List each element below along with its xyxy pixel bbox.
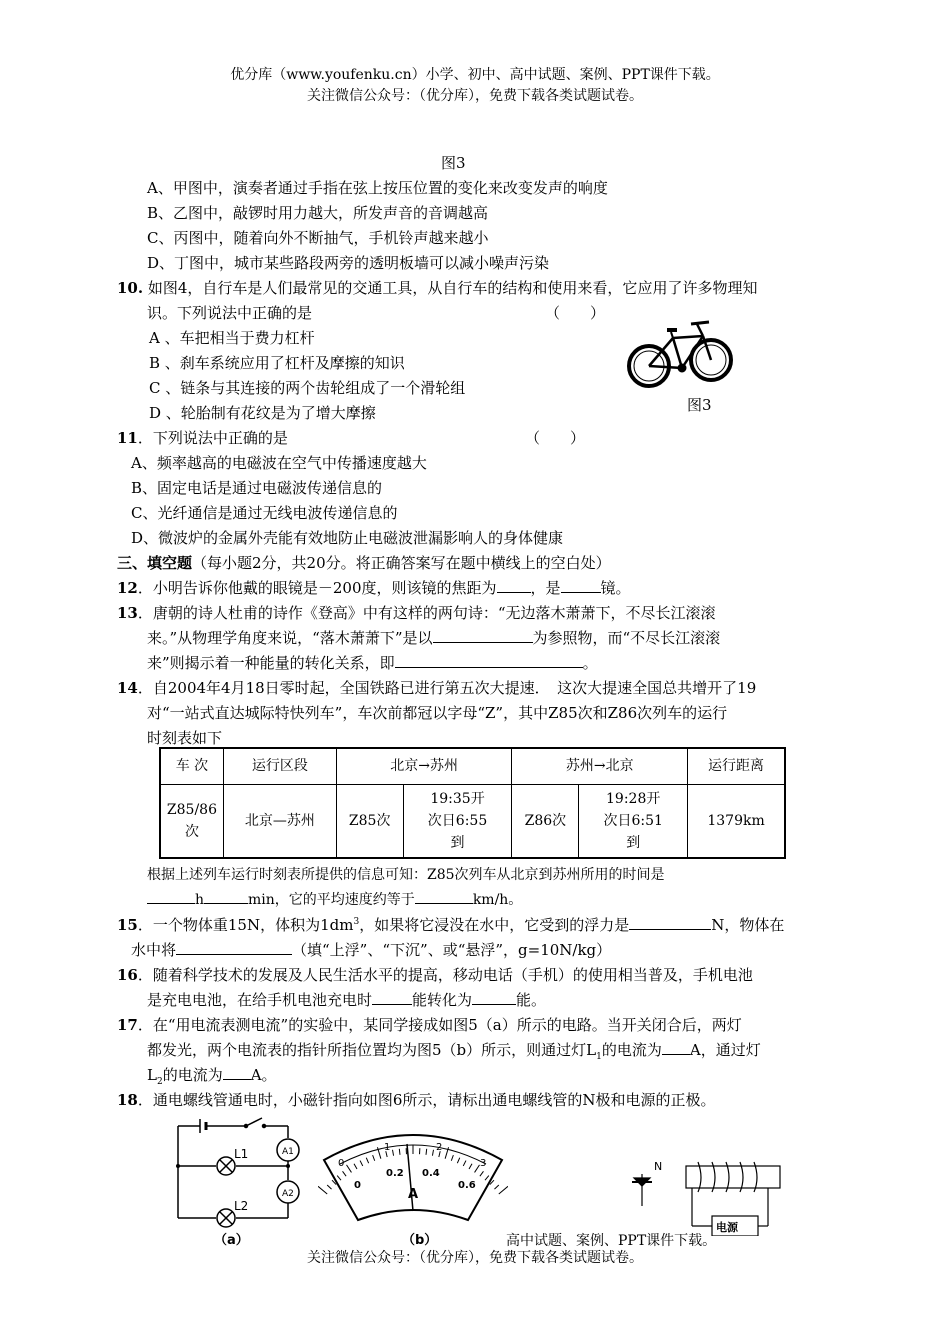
q9-option-b: B、乙图中，敲锣时用力越大，所发声音的音调越高 (147, 204, 489, 222)
question-text: 都发光，两个电流表的指针所指位置均为图5（b）所示，则通过灯L (147, 1041, 597, 1059)
q10-option-c: C 、链条与其连接的两个齿轮组成了一个滑轮组 (149, 379, 466, 397)
question-text: A。 (250, 1066, 277, 1084)
question-number: 14 (117, 679, 138, 697)
answer-blank[interactable] (395, 653, 583, 668)
dial-tick (457, 1158, 459, 1164)
question-number: 18 (117, 1091, 138, 1109)
q16-line-2 (147, 989, 546, 1010)
bicycle-caption: 图3 (687, 396, 712, 414)
answer-blank[interactable] (497, 578, 531, 593)
superscript: 3 (353, 917, 360, 927)
question-text: 能。 (516, 991, 547, 1009)
question-number: 15 (117, 916, 138, 934)
q10-option-b: B 、刹车系统应用了杠杆及摩擦的知识 (149, 354, 405, 372)
dial-tick (451, 1155, 453, 1161)
q14-after-2 (147, 889, 522, 909)
question-18 (117, 1089, 716, 1110)
answer-blank[interactable] (433, 628, 533, 643)
question-number: 12 (117, 579, 138, 597)
dial-tick (347, 1165, 352, 1173)
question-text: 水中将 (131, 941, 177, 959)
ammeter-dial-b (318, 1116, 508, 1250)
answer-blank[interactable] (204, 889, 248, 904)
question-text: 能转化为 (412, 991, 473, 1009)
dial-tick (494, 1185, 498, 1189)
table-header: 北京→苏州 (336, 748, 512, 784)
question-10 (117, 277, 757, 298)
question-number: 13 (117, 604, 138, 622)
table-header-row (160, 748, 785, 784)
table-header: 运行区段 (223, 748, 336, 784)
table-header: 运行距离 (688, 748, 785, 784)
question-text: km/h。 (472, 892, 523, 908)
table-header: 苏州→北京 (512, 748, 688, 784)
ammeter-a2-label: A2 (282, 1189, 294, 1199)
question-text: min，它的平均速度约等于 (248, 892, 415, 908)
footer-line-2: 关注微信公众号：（优分库），免费下载各类试题试卷。 (307, 1250, 643, 1266)
dial-tick (318, 1186, 327, 1194)
lamp-l1-label: L1 (234, 1147, 249, 1161)
scale-bottom-label: 0.6 (458, 1180, 476, 1191)
q11-option-d: D、微波炉的金属外壳能有效地防止电磁波泄漏影响人的身体健康 (131, 529, 564, 547)
q13-line-2 (147, 627, 720, 648)
dial-tick (354, 1164, 357, 1169)
question-text: 是充电电池，在给手机电池充电时 (147, 991, 373, 1009)
answer-blank[interactable] (662, 1040, 690, 1055)
scale-top-label: 2 (436, 1142, 443, 1153)
meter-unit: A (408, 1187, 419, 1202)
answer-blank[interactable] (176, 940, 292, 955)
answer-bracket: （ ） (525, 429, 586, 447)
q17-line-2 (147, 1039, 761, 1062)
question-text: L (147, 1066, 157, 1084)
time-arrive: 次日6:51 (603, 812, 663, 829)
question-text: 来。”从物理学角度来说，“落木萧萧下”是以 (147, 629, 433, 647)
scale-top-label: 1 (384, 1142, 391, 1153)
dial-tick (366, 1158, 368, 1164)
question-text: A，通过灯 (689, 1041, 761, 1059)
question-12 (117, 577, 631, 598)
figure-caption: 图3 (441, 154, 466, 172)
question-text: 如图4，自行车是人们最常见的交通工具，从自行车的结构和使用来看，它应用了许多物理知 (147, 279, 758, 297)
time-arrive-suffix: 到 (626, 834, 641, 851)
answer-blank[interactable] (223, 1065, 251, 1080)
header-line-1: 优分库（www.youfenku.cn）小学、初中、高中试题、案例、PPT课件下载。 (230, 67, 720, 83)
question-text: ．一个物体重15N，体积为1dm (137, 916, 354, 934)
q17-line-3 (147, 1064, 277, 1087)
question-text: 来”则揭示着一种能量的转化关系，即 (147, 654, 395, 672)
subscript: 2 (156, 1077, 163, 1087)
figure-b-caption: （b） (402, 1233, 438, 1248)
table-cell (579, 784, 688, 858)
question-text: 为参照物，而“不尽长江滚滚 (532, 629, 721, 647)
q13-line-3 (147, 652, 598, 673)
compass-n-label: N (654, 1160, 663, 1173)
dial-tick (393, 1150, 394, 1156)
question-text: ．随着科学技术的发展及人民生活水平的提高，移动电话（手机）的使用相当普及，手机电池 (137, 966, 753, 984)
answer-blank[interactable] (415, 889, 473, 904)
question-text: ，是 (530, 579, 561, 597)
time-depart: 19:28开 (606, 790, 661, 807)
section-note: （每小题2分，共20分。将正确答案写在题中横线上的空白处） (192, 554, 611, 572)
question-text: N，物体在 (711, 916, 785, 934)
scale-bottom-label: 0.4 (422, 1168, 440, 1179)
scale-top-label: 3 (480, 1158, 487, 1169)
question-text: ．小明告诉你他戴的眼镜是－200度，则该镜的焦距为 (137, 579, 497, 597)
q9-option-a: A、甲图中，演奏者通过手指在弦上按压位置的变化来改变发声的响度 (147, 179, 608, 197)
question-15 (117, 914, 784, 935)
q10-text-2: 识。下列说法中正确的是 (147, 304, 313, 322)
solenoid-figure (628, 1156, 784, 1236)
question-17 (117, 1014, 742, 1035)
q9-option-c: C、丙图中，随着向外不断抽气，手机铃声越来越小 (147, 229, 489, 247)
question-11 (117, 427, 288, 448)
q11-option-b: B、固定电话是通过电磁波传递信息的 (131, 479, 383, 497)
scale-bottom-label: 0.2 (386, 1168, 404, 1179)
subscript: 1 (596, 1052, 602, 1062)
answer-blank[interactable] (472, 990, 516, 1005)
question-text: h (195, 892, 205, 908)
dial-tick (469, 1164, 472, 1169)
table-cell: 1379km (688, 784, 785, 858)
timetable (159, 747, 786, 859)
answer-blank[interactable] (147, 889, 195, 904)
dial-tick (426, 1149, 427, 1155)
circuit-diagram-a (170, 1116, 310, 1250)
answer-blank[interactable] (372, 990, 412, 1005)
question-text: ．下列说法中正确的是 (137, 429, 288, 447)
time-depart: 19:35开 (430, 790, 485, 807)
q11-option-a: A、频率越高的电磁波在空气中传播速度越大 (131, 454, 427, 472)
q15-line-2 (131, 939, 611, 960)
question-text: ．唐朝的诗人杜甫的诗作《登高》中有这样的两句诗：“无边落木萧萧下，不尽长江滚滚 (137, 604, 716, 622)
answer-bracket: （ ） (545, 304, 606, 322)
question-text: （填“上浮”、“下沉”、或“悬浮”，g=10N/kg） (292, 941, 612, 959)
question-14 (117, 677, 756, 698)
question-text: 的电流为 (601, 1041, 662, 1059)
question-13 (117, 602, 716, 623)
section-title: 三、填空题 (117, 554, 193, 572)
ammeter-a1-label: A1 (282, 1147, 294, 1157)
lamp-l2-label: L2 (234, 1199, 249, 1213)
power-source-label: 电源 (716, 1221, 738, 1234)
table-header: 车 次 (160, 748, 223, 784)
dial-tick (475, 1165, 480, 1173)
bicycle-figure (627, 318, 737, 392)
dial-tick (463, 1161, 466, 1166)
q11-option-c: C、光纤通信是通过无线电波传递信息的 (131, 504, 398, 522)
question-text: 镜。 (600, 579, 631, 597)
table-row (160, 784, 785, 858)
answer-blank[interactable] (561, 578, 601, 593)
question-number: 11 (117, 429, 138, 447)
dial-tick (337, 1176, 341, 1181)
question-text: ．自2004年4月18日零时起，全国铁路已进行第五次大提速． 这次大提速全国总共增开了19 (137, 679, 757, 697)
figure-a-caption: （a） (214, 1233, 249, 1248)
table-cell (403, 784, 512, 858)
dial-tick (432, 1150, 433, 1156)
answer-blank[interactable] (629, 915, 711, 930)
question-text: 的电流为 (162, 1066, 223, 1084)
table-cell: Z85/86次 (160, 784, 223, 858)
dial-tick (327, 1185, 331, 1189)
dial-tick (343, 1171, 347, 1176)
q14-line-3: 时刻表如下 (147, 729, 223, 747)
dial-tick (360, 1161, 363, 1166)
time-arrive-suffix: 到 (450, 834, 465, 851)
q10-option-a: A 、车把相当于费力杠杆 (149, 329, 315, 347)
question-text: ．在“用电流表测电流”的实验中，某同学接成如图5（a）所示的电路。当开关闭合后，两灯 (137, 1016, 742, 1034)
q9-option-d: D、丁图中，城市某些路段两旁的透明板墙可以减小噪声污染 (147, 254, 550, 272)
header-line-2: 关注微信公众号：（优分库），免费下载各类试题试卷。 (307, 88, 643, 104)
section-heading (117, 552, 611, 573)
dial-tick (399, 1149, 400, 1155)
dial-tick (480, 1171, 484, 1176)
question-text: ，如果将它浸没在水中，它受到的浮力是 (359, 916, 630, 934)
q14-after-1: 根据上述列车运行时刻表所提供的信息可知：Z85次列车从北京到苏州所用的时间是 (147, 867, 665, 883)
q14-line-2: 对“一站式直达城际特快列车”，车次前都冠以字母“Z”，其中Z85次和Z86次列车的运行 (147, 704, 728, 722)
question-text: 。 (582, 654, 598, 672)
table-cell: Z86次 (512, 784, 579, 858)
table-cell: Z85次 (336, 784, 403, 858)
question-number: 16 (117, 966, 138, 984)
question-number: 17 (117, 1016, 138, 1034)
question-number: 10. (117, 279, 144, 297)
dial-tick (373, 1155, 375, 1161)
q10-option-d: D 、轮胎制有花纹是为了增大摩擦 (149, 404, 376, 422)
dial-tick (485, 1176, 489, 1181)
switch-icon (246, 1118, 262, 1126)
dial-tick (499, 1186, 508, 1194)
question-text: ．通电螺线管通电时，小磁针指向如图6所示，请标出通电螺线管的N极和电源的正极。 (137, 1091, 716, 1109)
scale-top-label: 0 (338, 1158, 345, 1169)
time-arrive: 次日6:55 (427, 812, 488, 829)
footer-line-1-fragment: 高中试题、案例、PPT课件下载。 (506, 1233, 717, 1249)
question-16 (117, 964, 753, 985)
table-cell: 北京—苏州 (223, 784, 336, 858)
scale-bottom-label: 0 (354, 1180, 361, 1191)
